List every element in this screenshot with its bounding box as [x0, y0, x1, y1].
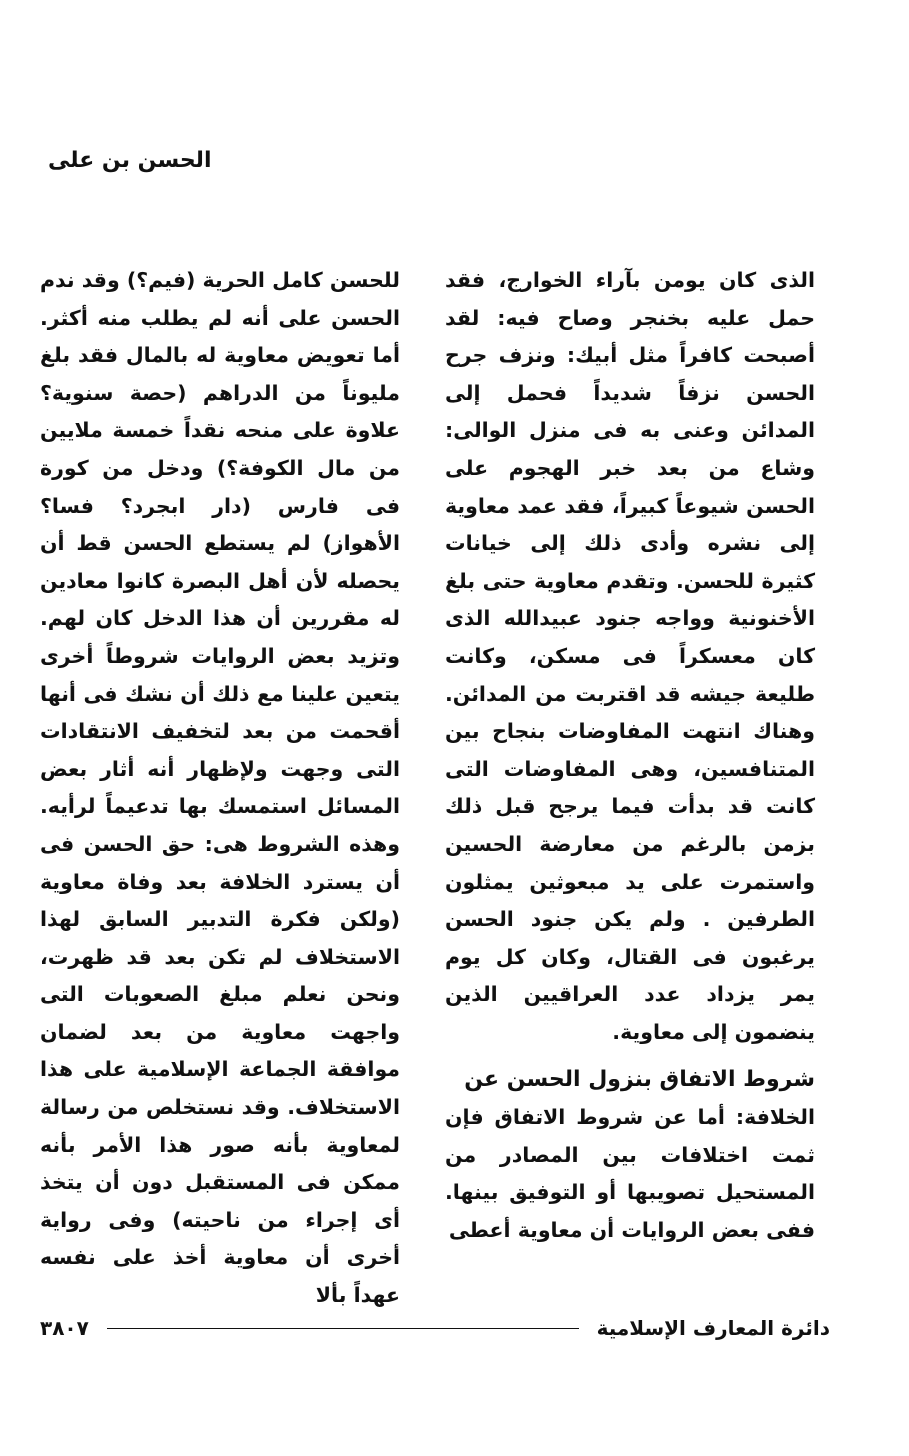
- publication-title: دائرة المعارف الإسلامية: [596, 1316, 830, 1340]
- body-paragraph: [445, 1099, 815, 1249]
- text-column-left: [40, 262, 400, 1315]
- section-heading: شروط الاتفاق بنزول الحسن عن: [464, 1067, 815, 1093]
- body-text: أما عن شروط الاتفاق فإن ثمت اختلافات بين المصادر من المستحيل تصويبها أو التوفيق بينها. ففى بعض الروايات أن معاوية أعطى: [445, 1105, 815, 1242]
- page-footer: [40, 1312, 830, 1344]
- page-number: ٣٨٠٧: [40, 1316, 89, 1340]
- section-lead: الخلافة:: [735, 1105, 815, 1130]
- footer-rule: [107, 1328, 579, 1329]
- body-paragraph: الذى كان يومن بآراء الخوارج، فقد حمل عليه بخنجر وصاح فيه: لقد أصبحت كافراً مثل أبيك: ونزف جرح الحسن نزفاً شديداً فحمل إلى المدائن وعنى به فى منزل الوالى: وشاع من بعد خبر الهجوم على الحسن شيوعاً كبيراً، فقد عمد معاوية إلى نشره وأدى ذلك إلى خيانات كثيرة للحسن. وتقدم معاوية حتى بلغ الأخنونية وواجه جنود عبيدالله الذى كان معسكراً فى مسكن، وكانت طليعة جيشه قد اقتربت من المدائن. وهناك انتهت المفاوضات بنجاح بين المتنافسين، وهى المفاوضات التى كانت قد بدأت فيما يرجح قبل ذلك بزمن بالرغم من معارضة الحسين واستمرت على يد مبعوثين يمثلون الطرفين . ولم يكن جنود الحسن يرغبون فى القتال، وكان كل يوم يمر يزداد عدد العراقيين الذين ينضمون إلى معاوية.: [445, 268, 815, 1044]
- body-paragraph: للحسن كامل الحرية (فيم؟) وقد ندم الحسن على أنه لم يطلب منه أكثر. أما تعويض معاوية له بالمال فقد بلغ مليوناً من الدراهم (حصة سنوية؟ علاوة على منحه نقداً خمسة ملايين من مال الكوفة؟) ودخل من كورة فى فارس (دار ابجرد؟ فسا؟ الأهواز) لم يستطع الحسن قط أن يحصله لأن أهل البصرة كانوا معادين له مقررين أن هذا الدخل كان لهم. وتزيد بعض الروايات شروطاً أخرى يتعين علينا مع ذلك أن نشك فى أنها أقحمت من بعد لتخفيف الانتقادات التى وجهت ولإظهار أنه أثار بعض المسائل استمسك بها تدعيماً لرأيه. وهذه الشروط هى: حق الحسن فى أن يسترد الخلافة بعد وفاة معاوية (ولكن فكرة التدبير السابق لهذا الاستخلاف لم تكن بعد قد ظهرت، ونحن نعلم مبلغ الصعوبات التى واجهت معاوية من بعد لضمان موافقة الجماعة الإسلامية على هذا الاستخلاف. وقد نستخلص من رسالة لمعاوية بأنه صور هذا الأمر بأنه ممكن فى المستقبل دون أن يتخذ أى إجراء من ناحيته) وفى رواية أخرى أن معاوية أخذ على نفسه عهداً بألا: [40, 268, 400, 1308]
- text-column-right: [445, 262, 815, 1249]
- running-title: الحسن بن على: [48, 148, 212, 173]
